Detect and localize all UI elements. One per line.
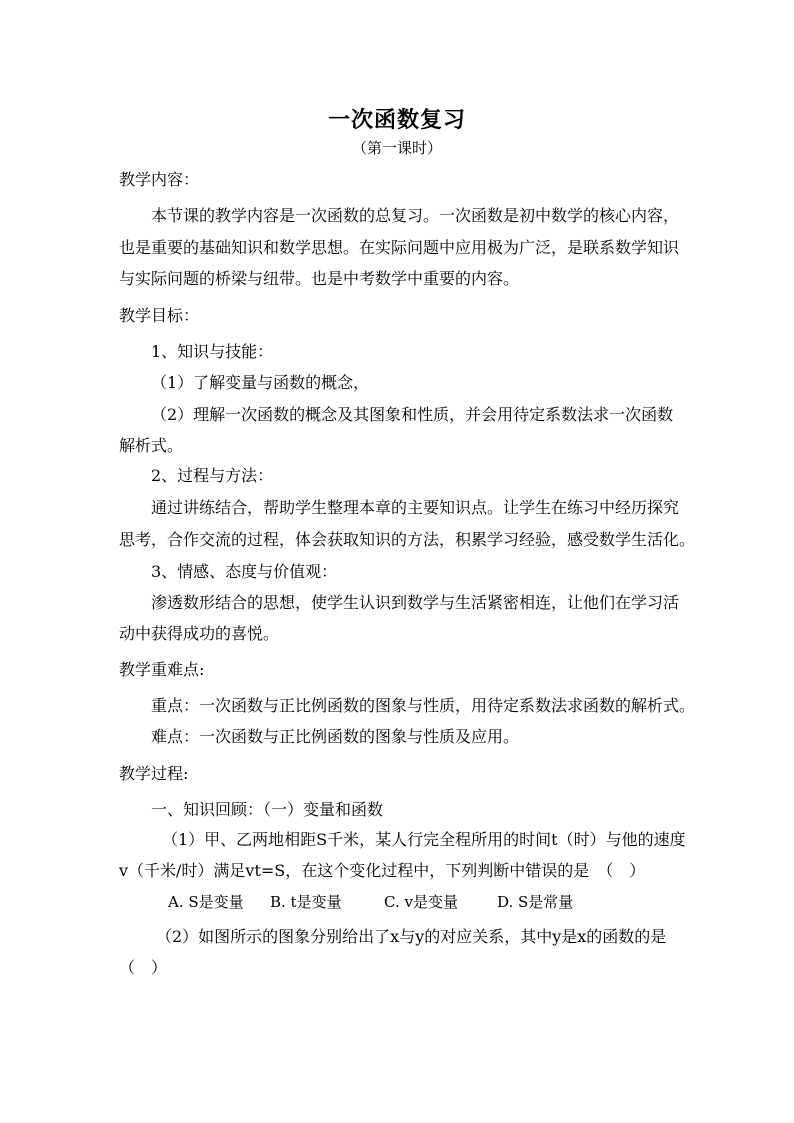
goal-item: 3、情感、态度与价值观： [151,562,338,581]
document-title: 一次函数复习 [327,107,466,133]
option-b: B. t是变量 [270,893,342,911]
key-point: 重点：一次函数与正比例函数的图象与性质，用待定系数法求函数的解析式。 [151,696,696,715]
paragraph-line: 渗透数形结合的思想，使学生认识到数学与生活紧密相连，让他们在学习活 [151,593,680,612]
option-d: D. S是常量 [497,893,574,911]
goal-subitem: 解析式。 [119,436,184,455]
paragraph-line: 动中获得成功的喜悦。 [119,624,280,643]
question-2-line: （ ） [119,958,168,977]
paragraph-line: 也是重要的基础知识和数学思想。在实际问题中应用极为广泛，是联系数学知识 [119,238,680,257]
option-c: C. v是变量 [384,893,458,911]
paragraph-line: 本节课的教学内容是一次函数的总复习。一次函数是初中数学的核心内容， [151,206,680,225]
goal-item: 1、知识与技能： [151,342,274,361]
section-heading-process: 教学过程: [119,764,189,783]
question-1-line: （1）甲、乙两地相距S千米，某人行完全程所用的时间t（时）与他的速度 [162,830,686,849]
goal-subitem: （1）了解变量与函数的概念， [151,373,370,392]
option-a: A. S是变量 [168,893,244,911]
review-heading: 一、知识回顾：（一）变量和函数 [151,800,384,819]
paragraph-line: 与实际问题的桥梁与纽带。也是中考数学中重要的内容。 [119,269,520,288]
section-heading-content: 教学内容： [119,170,200,189]
goal-subitem: （2）理解一次函数的概念及其图象和性质，并会用待定系数法求一次函数 [151,405,674,424]
question-2-line: （2）如图所示的图象分别给出了x与y的对应关系，其中y是x的函数的是 [156,927,667,946]
goal-item: 2、过程与方法： [151,466,274,485]
paragraph-line: 通过讲练结合，帮助学生整理本章的主要知识点。让学生在练习中经历探究 [151,498,680,517]
paragraph-line: 思考，合作交流的过程，体会获取知识的方法，积累学习经验，感受数学生活化。 [119,530,696,549]
section-heading-goals: 教学目标： [119,306,200,325]
section-heading-keypoints: 教学重难点: [119,660,205,679]
question-1-line: v（千米/时）满足vt=S，在这个变化过程中，下列判断中错误的是 （ ） [119,861,646,880]
document-subtitle: （第一课时） [351,139,442,157]
difficult-point: 难点：一次函数与正比例函数的图象与性质及应用。 [151,727,520,746]
